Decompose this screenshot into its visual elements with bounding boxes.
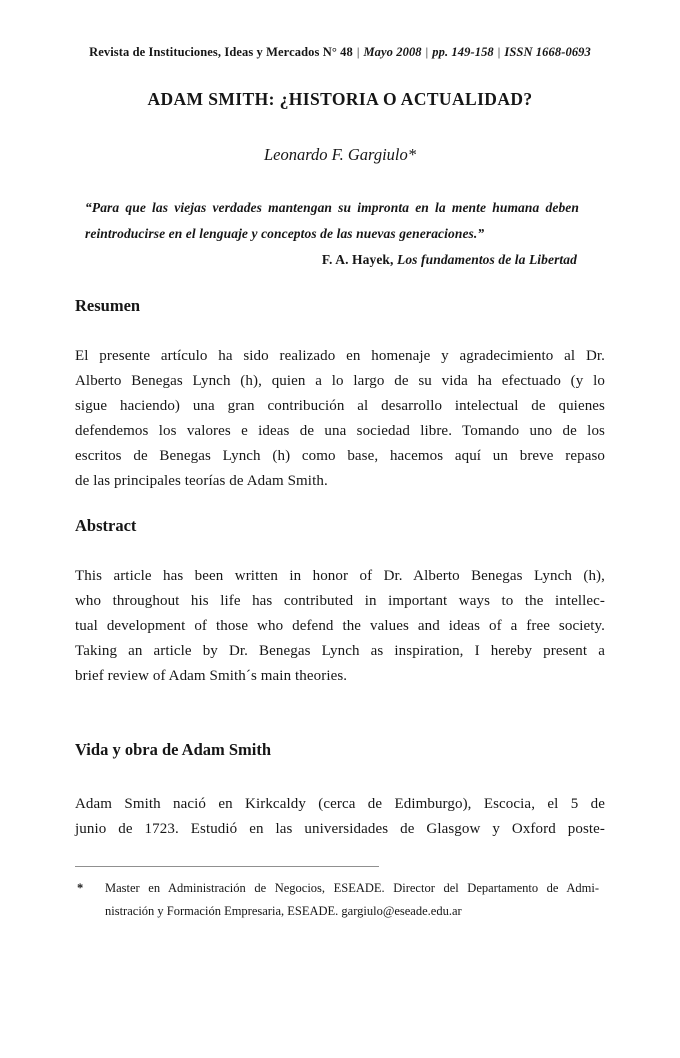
abstract-heading: Abstract <box>75 516 137 535</box>
epigraph-line: “Para que las viejas verdades mantengan su impronta en la mente humana deben <box>85 200 579 215</box>
footnote-rule <box>75 866 379 867</box>
journal-header <box>0 45 680 60</box>
text-line: defendemos los valores e ideas de una sociedad libre. Tomando uno de los <box>75 423 605 439</box>
resumen-heading: Resumen <box>75 296 141 315</box>
journal-name: Revista de Instituciones, Ideas y Mercados N° 48 <box>89 45 353 59</box>
resumen-paragraph <box>75 344 605 494</box>
text-line: de las principales teorías de Adam Smith. <box>75 473 328 489</box>
epigraph-line: reintroducirse en el lenguaje y conceptos de las nuevas generaciones.” <box>85 226 485 241</box>
issn-number: ISSN 1668-0693 <box>504 45 591 59</box>
footnote <box>75 877 599 923</box>
vida-section-heading: Vida y obra de Adam Smith <box>75 740 272 759</box>
text-line: Adam Smith nació en Kirkcaldy (cerca de Edimburgo), Escocia, el 5 de <box>75 796 605 812</box>
text-line: Alberto Benegas Lynch (h), quien a lo largo de su vida ha efectuado (y lo <box>75 373 605 389</box>
abstract-paragraph <box>75 564 605 689</box>
text-line: escritos de Benegas Lynch (h) como base, hacemos aquí un breve repaso <box>75 448 605 464</box>
epigraph-attribution <box>85 247 579 273</box>
epigraph <box>85 195 579 273</box>
footnote-line: Master en Administración de Negocios, ESEADE. Director del Departamento de Admi- <box>105 881 599 895</box>
pipe-separator: | <box>497 45 501 59</box>
article-title: ADAM SMITH: ¿HISTORIA O ACTUALIDAD? <box>147 89 533 109</box>
page-range: pp. 149-158 <box>432 45 494 59</box>
text-line: sigue haciendo) una gran contribución al desarrollo intelectual de quienes <box>75 398 605 414</box>
text-line: El presente artículo ha sido realizado en homenaje y agradecimiento al Dr. <box>75 348 605 364</box>
text-line: tual development of those who defend the values and ideas of a free society. <box>75 618 605 634</box>
text-line: who throughout his life has contributed in important ways to the intellec- <box>75 593 605 609</box>
author-byline: Leonardo F. Gargiulo* <box>263 145 417 164</box>
footnote-line: nistración y Formación Empresaria, ESEADE. gargiulo@eseade.edu.ar <box>105 904 462 918</box>
text-line: brief review of Adam Smith´s main theories. <box>75 668 348 684</box>
text-line: Taking an article by Dr. Benegas Lynch as inspiration, I hereby present a <box>75 643 605 659</box>
attribution-author: F. A. Hayek, <box>321 252 397 267</box>
issue-date: Mayo 2008 <box>363 45 422 59</box>
pipe-separator: | <box>356 45 360 59</box>
pipe-separator: | <box>425 45 429 59</box>
text-line: This article has been written in honor of Dr. Alberto Benegas Lynch (h), <box>75 568 605 584</box>
text-line: junio de 1723. Estudió en las universidades de Glasgow y Oxford poste- <box>75 821 605 837</box>
attribution-work: Los fundamentos de la Libertad <box>396 252 577 267</box>
vida-paragraph <box>75 792 605 842</box>
footnote-marker: * <box>77 881 84 895</box>
